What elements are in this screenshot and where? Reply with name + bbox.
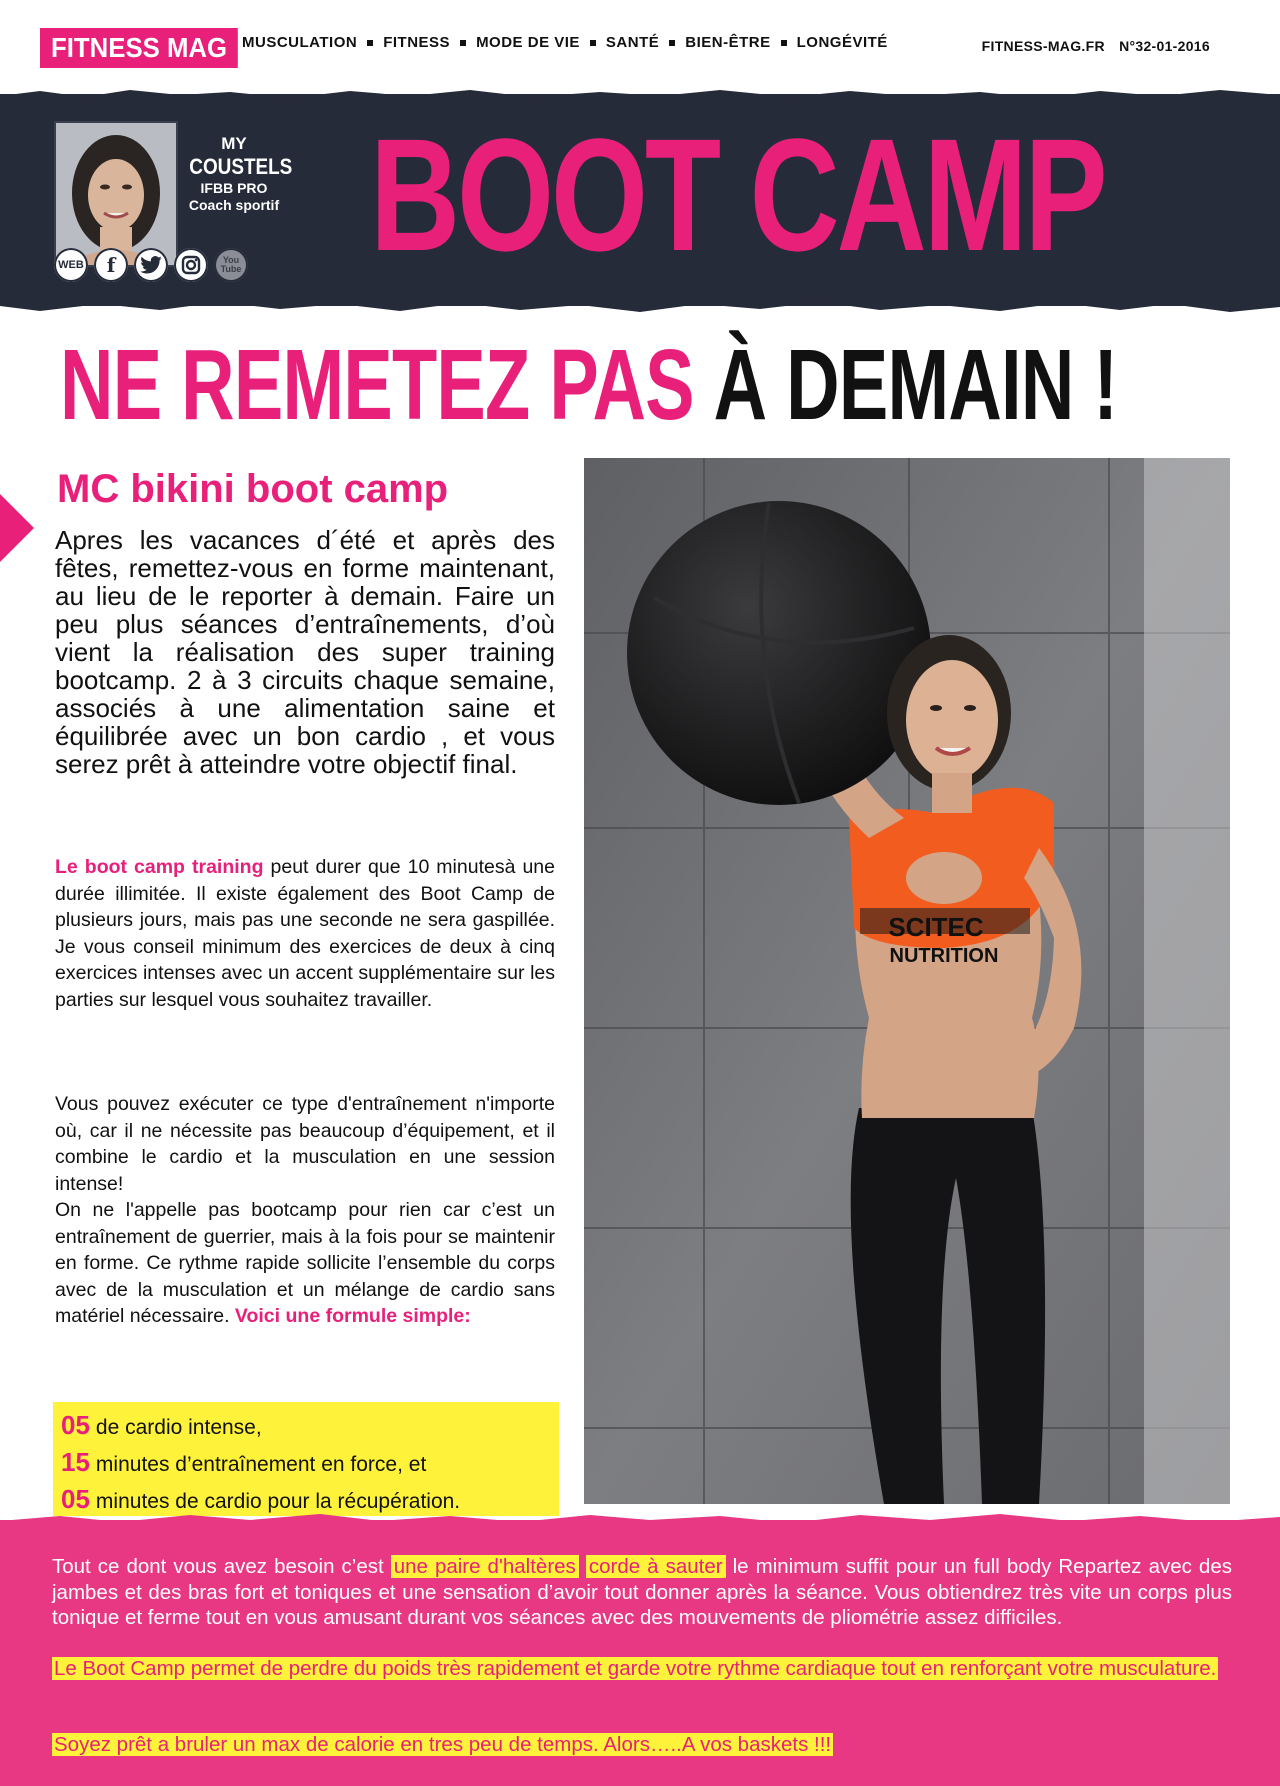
highlight-jump-rope: corde à sauter [586,1555,726,1578]
nav-separator [367,40,373,46]
nav-separator [781,40,787,46]
top-navigation [242,34,888,51]
headline-dark: À DEMAIN ! [713,329,1118,441]
section-arrow-icon [0,494,34,562]
social-links [54,248,248,282]
headline-pink: NE REMETEZ PAS [60,329,694,441]
formula-text: de cardio intense, [95,1416,262,1439]
facebook-icon[interactable]: f [94,248,128,282]
author-role: Coach sportif [188,197,280,213]
footer-paragraph-1 [52,1554,1232,1631]
formula-item [61,1445,551,1482]
nav-separator [590,40,596,46]
author-title: IFBB PRO [200,180,268,196]
nav-item-sante[interactable]: SANTÉ [605,34,660,51]
formula-text: minutes d’entraînement en force, et [95,1453,427,1476]
article-paragraph-4 [55,1197,555,1330]
footer-paragraph-3 [52,1732,1232,1758]
nav-item-fitness[interactable]: FITNESS [383,34,451,51]
footer-text: Tout ce dont vous avez besoin c’est [52,1555,391,1578]
issue-info [972,38,1210,54]
footer-paragraph-2 [52,1656,1232,1682]
paragraph-text: On ne l'appelle pas bootcamp pour rien car c’est un entraînement de guerrier, mais à la fois pour se maintenir en forme. Ce rythme rapide sollicite l’ensemble du corps avec de la musculation et un mélange de cardio sans matériel nécessaire. [55,1199,555,1327]
footer-highlighted-text: Le Boot Camp permet de perdre du poids très rapidement et garde votre rythme cardiaque tout en renforçant votre musculature. [54,1657,1217,1680]
youtube-icon[interactable]: You Tube [214,248,248,282]
nav-separator [669,40,675,46]
paragraph-emphasis: Voici une formule simple: [234,1305,471,1327]
photo-brand-text: SCITEC [888,912,984,942]
formula-number: 15 [61,1447,90,1477]
site-url[interactable]: FITNESS-MAG.FR [981,38,1105,54]
article-subtitle: MC bikini boot camp [57,467,449,511]
highlight-dumbbells: une paire d'haltères [391,1555,579,1578]
nav-item-bien-etre[interactable]: BIEN-ÊTRE [685,34,771,51]
author-portrait-image [56,123,176,265]
nav-item-mode-de-vie[interactable]: MODE DE VIE [476,34,580,51]
nav-separator [460,40,466,46]
formula-text: minutes de cardio pour la récupération. [95,1490,461,1513]
author-name-block [182,134,293,214]
footer-highlighted-text: Soyez prêt a bruler un max de calorie en tres peu de temps. Alors…..A vos baskets !!! [54,1733,832,1756]
brand-logo[interactable]: FITNESS MAG [40,28,238,68]
formula-number: 05 [61,1410,90,1440]
author-avatar [54,121,178,267]
article-lead: Apres les vacances d´été et après des fêtes, remettez-vous en forme maintenant, au lieu de le reporter à demain. Faire un peu plus séances d’entraînements, d’où vient la réalisation des super training bootcamp. 2 à 3 circuits chaque semaine, associés à une alimentation saine et équilibrée avec un bon cardio , et vous serez prêt à atteindre votre objectif final. [55,525,555,779]
article-paragraph-2 [55,854,555,1013]
photo-brand-subtext: NUTRITION [889,945,999,967]
headline [60,330,1117,440]
footer-text: le minimum suffit pour un full body Repartez avec des jambes et des bras fort et toniques et une sensation d’avoir tout donner après la séance. Vous obtiendrez très vite un corps plus tonique et ferme tout en vous amusant durant vos séances avec des mouvements de pliométrie assez difficiles. [52,1555,1232,1629]
formula-item [61,1408,551,1445]
article-paragraph-3: Vous pouvez exécuter ce type d'entraînement n'importe où, car il ne nécessite pas beaucoup d’équipement, et il combine le cardio et la musculation en une session intense! [55,1093,555,1195]
paragraph-emphasis: Le boot camp training [55,856,264,878]
formula-box [53,1402,559,1516]
nav-item-musculation[interactable]: MUSCULATION [242,34,358,51]
nav-item-longevite[interactable]: LONGÉVITÉ [796,34,888,51]
instagram-icon[interactable] [174,248,208,282]
torn-edge-top [0,1512,1280,1526]
page-title: BOOT CAMP [370,105,1105,284]
author-last-name: COUSTELS [189,154,293,179]
athlete-photo-image [584,458,1230,1504]
formula-number: 05 [61,1484,90,1514]
author-first-name: MY [221,134,247,153]
web-icon[interactable]: WEB [54,248,88,282]
torn-edge-top [0,88,1280,104]
article-photo [584,458,1230,1504]
issue-number: N°32-01-2016 [1119,38,1210,54]
torn-edge-bottom [0,298,1280,314]
paragraph-text: peut durer que 10 minutesà une durée illimitée. Il existe également des Boot Camp de plusieurs jours, mais pas une seconde ne sera gaspillée. Je vous conseil minimum des exercices de deux à cinq exercices intenses avec un accent supplémentaire sur les parties sur lesquel vous souhaitez travailler. [55,856,555,1011]
twitter-icon[interactable] [134,248,168,282]
